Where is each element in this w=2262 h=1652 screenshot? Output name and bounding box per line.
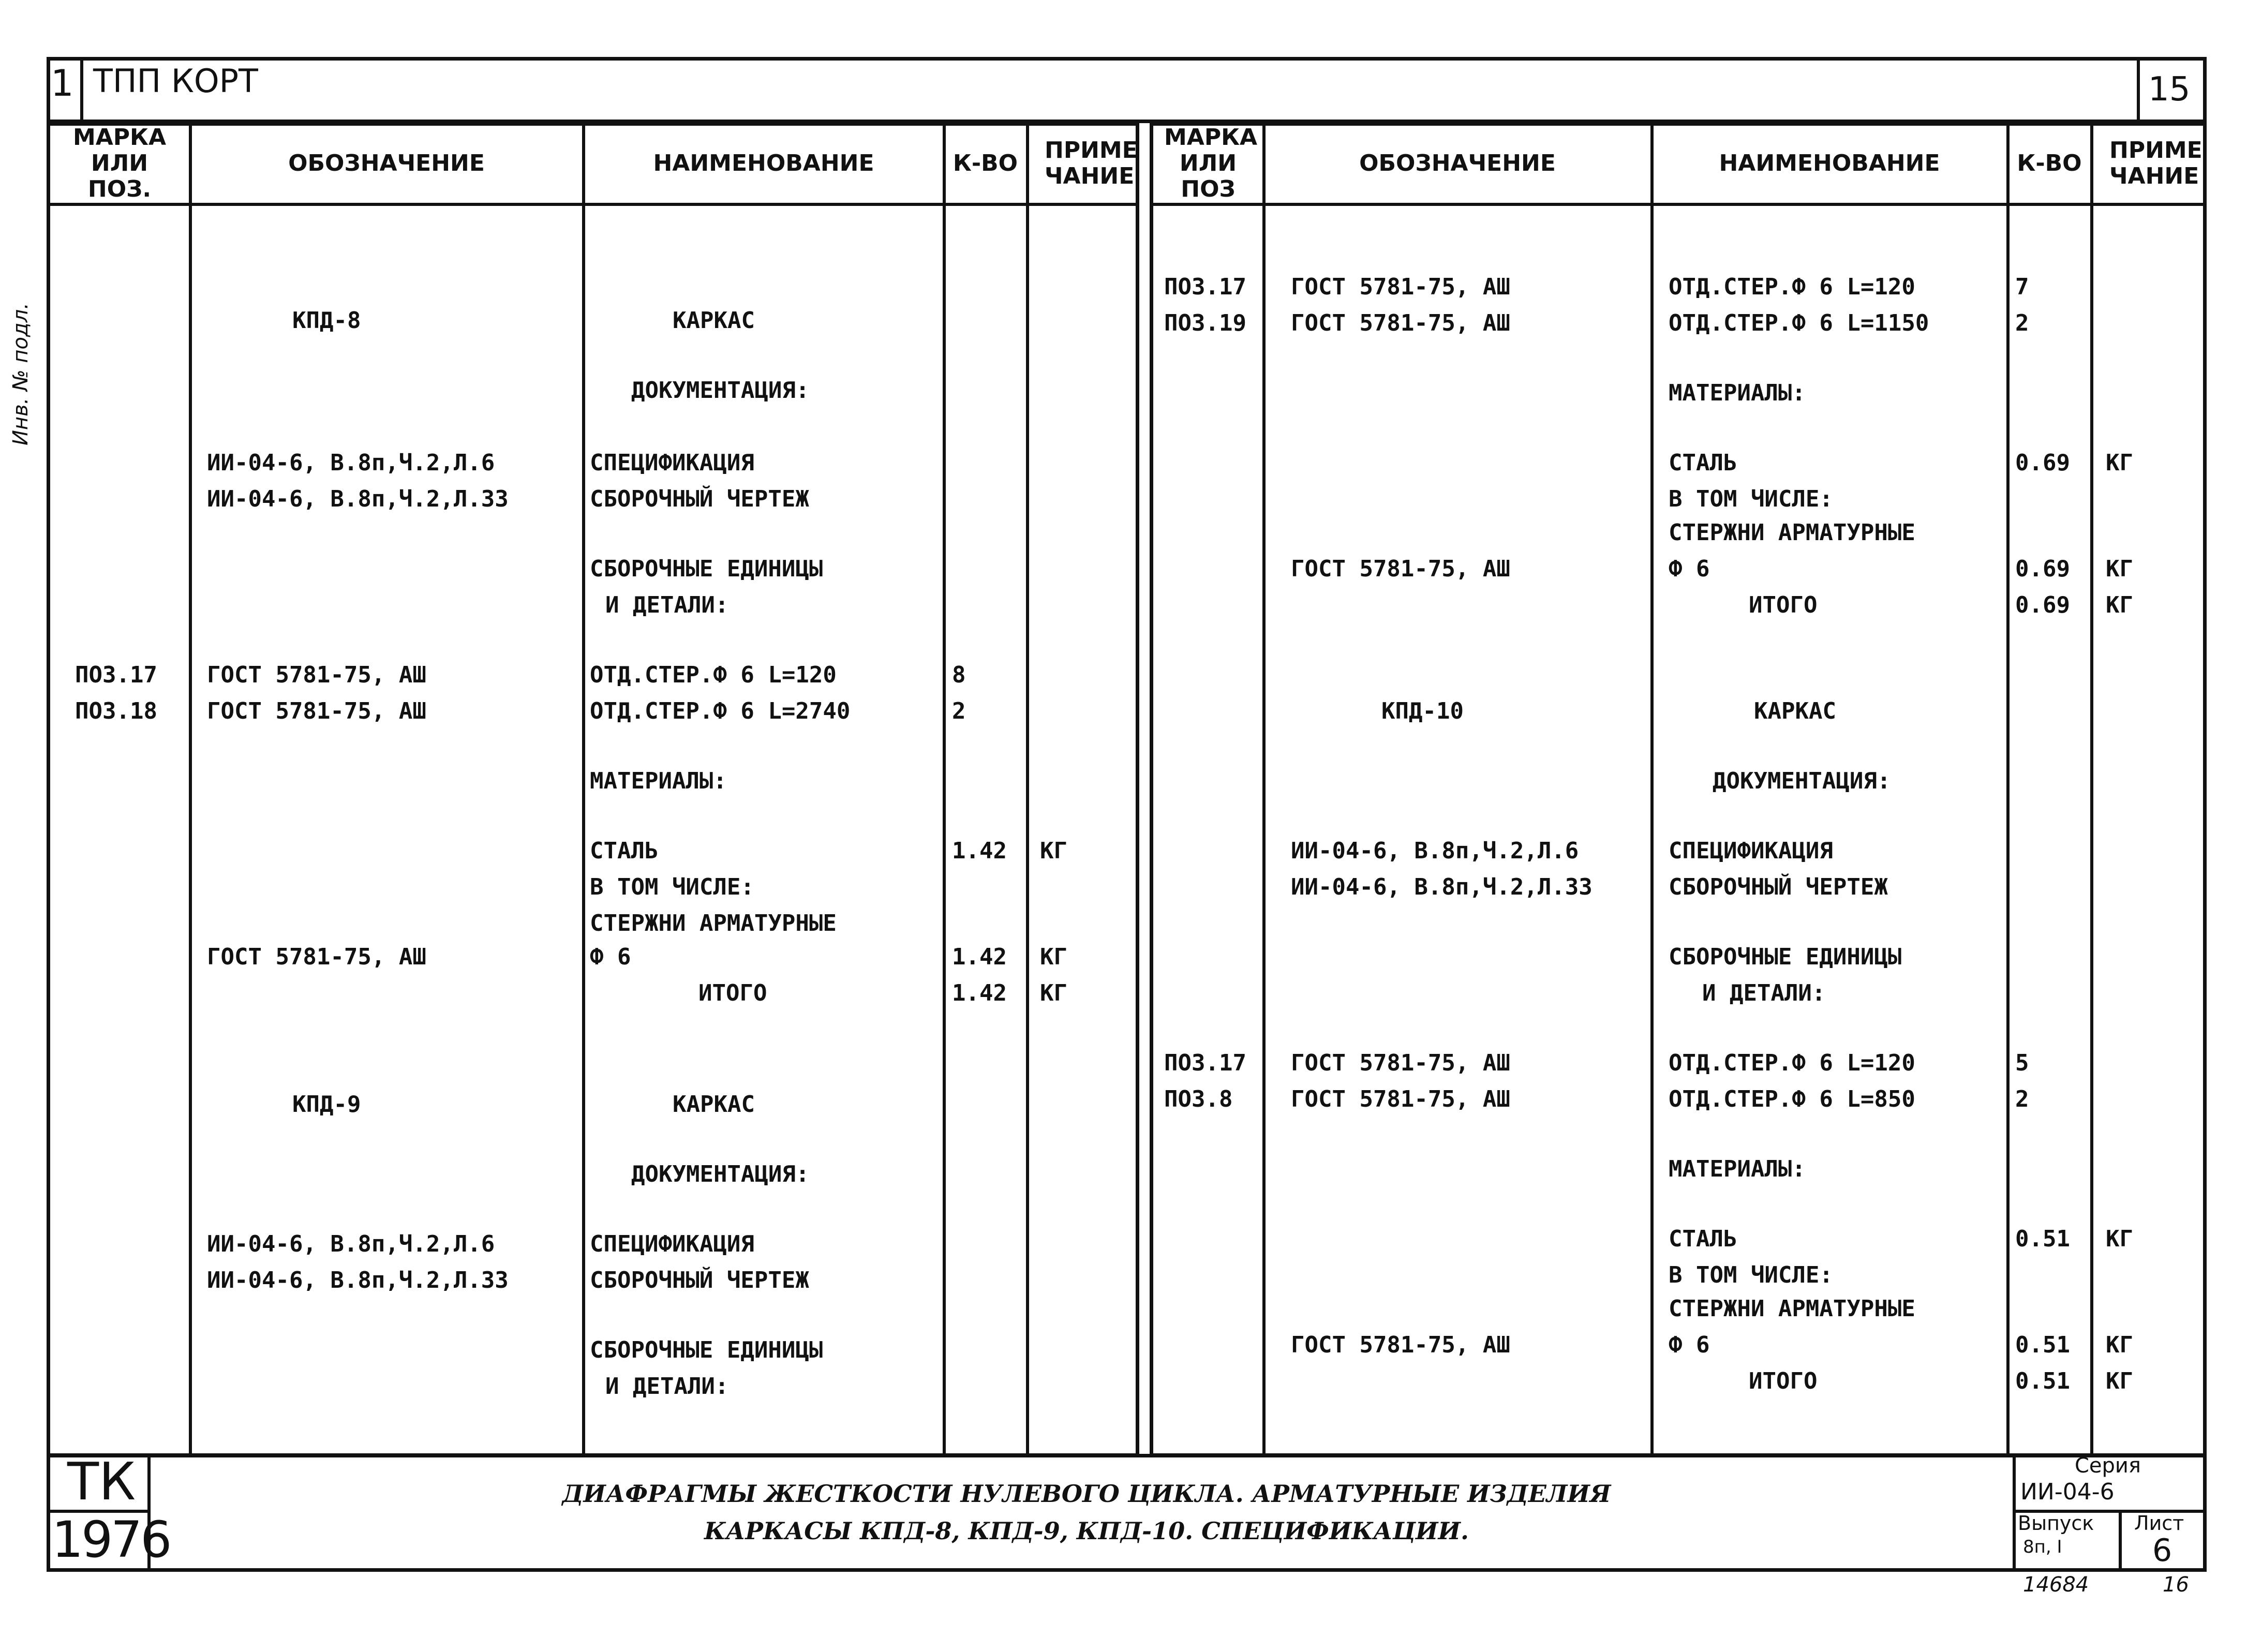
left-col-divider — [1026, 122, 1029, 1457]
cell-designation: ИИ-04-6, В.8п,Ч.2,Л.33 — [207, 1267, 509, 1293]
right-col-divider — [1650, 122, 1654, 1457]
cell-qty: 0.69 — [2015, 592, 2070, 618]
cell-qty: 0.51 — [2015, 1332, 2070, 1358]
left-col-divider — [582, 122, 585, 1457]
cell-qty: 2 — [2015, 1086, 2029, 1112]
left-header-designation-label: ОБОЗНАЧЕНИЕ — [288, 150, 485, 176]
cell-name: СТАЛЬ — [1669, 1226, 1737, 1252]
sheet-mark: 1 — [51, 62, 74, 105]
cell-note: КГ — [1040, 944, 1067, 970]
cell-mark: ПОЗ.17 — [1164, 1050, 1246, 1076]
document-title-line2: КАРКАСЫ КПД-8, КПД-9, КПД-10. СПЕЦИФИКАЦИИ. — [704, 1517, 1469, 1545]
margin-note: Инв. № подл. — [9, 303, 33, 445]
cell-name: ОТД.СТЕР.Ф 6 L=120 — [590, 662, 837, 688]
cell-name: СПЕЦИФИКАЦИЯ — [590, 450, 754, 476]
left-header-name — [585, 125, 942, 202]
left-col-divider — [943, 122, 946, 1457]
cell-qty: 1.42 — [952, 980, 1007, 1006]
cell-qty: 0.51 — [2015, 1368, 2070, 1394]
cell-name: СТЕРЖНИ АРМАТУРНЫЕ — [1669, 519, 1915, 546]
cell-name: ОТД.СТЕР.Ф 6 L=1150 — [1669, 310, 1929, 336]
cell-note: КГ — [2106, 1226, 2133, 1252]
cell-name: ОТД.СТЕР.Ф 6 L=850 — [1669, 1086, 1915, 1112]
cell-qty: 1.42 — [952, 838, 1007, 864]
cell-name: В ТОМ ЧИСЛЕ: — [1669, 486, 1833, 512]
cell-designation: ГОСТ 5781-75, АШ — [1291, 1086, 1510, 1112]
cell-qty: 8 — [952, 662, 966, 688]
left-header-mark-label: МАРКА ИЛИ ПОЗ. — [72, 124, 167, 202]
document-title-line1: ДИАФРАГМЫ ЖЕСТКОСТИ НУЛЕВОГО ЦИКЛА. АРМАТУРНЫЕ ИЗДЕЛИЯ — [562, 1480, 1611, 1508]
right-header-name — [1654, 125, 2005, 202]
sheet-label: Лист — [2134, 1512, 2184, 1535]
left-header-designation — [192, 125, 581, 202]
cell-qty: 2 — [952, 698, 966, 724]
left-header-note — [1029, 125, 1138, 202]
cell-designation: КПД-8 — [292, 307, 361, 334]
cell-name: СТЕРЖНИ АРМАТУРНЫЕ — [590, 910, 837, 936]
left-header-note-label: ПРИМЕ ЧАНИЕ — [1045, 137, 1138, 189]
cell-name: СТАЛЬ — [1669, 450, 1737, 476]
cell-name: СБОРОЧНЫЕ ЕДИНИЦЫ — [1669, 944, 1902, 970]
cell-name: МАТЕРИАЛЫ: — [590, 768, 727, 794]
cell-qty: 7 — [2015, 274, 2029, 300]
left-header-qty-label: К-ВО — [953, 150, 1018, 176]
cell-designation: КПД-10 — [1381, 698, 1464, 724]
sheet-value: 6 — [2152, 1532, 2172, 1569]
cell-mark: ПОЗ.19 — [1164, 310, 1246, 336]
left-header-qty — [946, 125, 1025, 202]
cell-name: ОТД.СТЕР.Ф 6 L=2740 — [590, 698, 851, 724]
cell-name: ОТД.СТЕР.Ф 6 L=120 — [1669, 274, 1915, 300]
left-col-divider — [189, 122, 192, 1457]
cell-name: Ф 6 — [1669, 1332, 1710, 1358]
cell-mark: ПОЗ.17 — [1164, 274, 1246, 300]
archive-sheet: 16 — [2163, 1573, 2189, 1597]
cell-name: СПЕЦИФИКАЦИЯ — [590, 1231, 754, 1257]
cell-name: СТАЛЬ — [590, 838, 659, 864]
series-label: Серия — [2075, 1454, 2141, 1478]
right-header-qty — [2010, 125, 2089, 202]
cell-mark: ПОЗ.8 — [1164, 1086, 1233, 1112]
right-header-rule — [1150, 203, 2207, 206]
cell-designation: ИИ-04-6, В.8п,Ч.2,Л.6 — [207, 1231, 495, 1257]
cell-qty: 0.69 — [2015, 450, 2070, 476]
cell-name: И ДЕТАЛИ: — [605, 1373, 729, 1400]
publish-year: 1976 — [52, 1511, 170, 1569]
cell-designation: ИИ-04-6, В.8п,Ч.2,Л.33 — [207, 486, 509, 512]
cell-name: СБОРОЧНЫЙ ЧЕРТЕЖ — [1669, 874, 1888, 900]
cell-designation: ГОСТ 5781-75, АШ — [1291, 1332, 1510, 1358]
cell-designation: ГОСТ 5781-75, АШ — [207, 662, 426, 688]
cell-name: КАРКАС — [1754, 698, 1836, 724]
cell-designation: ГОСТ 5781-75, АШ — [207, 698, 426, 724]
right-header-note — [2093, 125, 2203, 202]
cell-name: ОТД.СТЕР.Ф 6 L=120 — [1669, 1050, 1915, 1076]
cell-name: Ф 6 — [1669, 556, 1710, 582]
right-col-divider — [1262, 122, 1266, 1457]
left-header-rule — [47, 203, 1139, 206]
cell-name: КАРКАС — [673, 1091, 755, 1118]
cell-note: КГ — [1040, 980, 1067, 1006]
footer-frame — [47, 1454, 2207, 1572]
cell-qty: 5 — [2015, 1050, 2029, 1076]
cell-name: СБОРОЧНЫЕ ЕДИНИЦЫ — [590, 556, 823, 582]
issue-value: 8п, I — [2023, 1537, 2062, 1557]
cell-designation: ГОСТ 5781-75, АШ — [1291, 556, 1510, 582]
cell-name: СТЕРЖНИ АРМАТУРНЫЕ — [1669, 1296, 1915, 1322]
cell-designation: ИИ-04-6, В.8п,Ч.2,Л.6 — [1291, 838, 1579, 864]
top-title-frame — [47, 57, 2207, 123]
header-divider — [80, 57, 83, 123]
series-value: ИИ-04-6 — [2020, 1479, 2115, 1505]
cell-designation: ГОСТ 5781-75, АШ — [1291, 310, 1510, 336]
cell-note: КГ — [2106, 1332, 2133, 1358]
cell-name: СБОРОЧНЫЙ ЧЕРТЕЖ — [590, 486, 809, 512]
cell-qty: 1.42 — [952, 944, 1007, 970]
cell-qty: 0.69 — [2015, 556, 2070, 582]
left-header-mark — [52, 125, 187, 202]
cell-name: ИТОГО — [1749, 1368, 1818, 1394]
page-title: ТПП КОРТ — [93, 62, 258, 100]
cell-name: ДОКУМЕНТАЦИЯ: — [631, 1161, 810, 1187]
footer-sheet-divider — [2119, 1510, 2122, 1572]
cell-designation: ГОСТ 5781-75, АШ — [1291, 274, 1510, 300]
cell-mark: ПОЗ.18 — [75, 698, 157, 724]
right-header-designation — [1266, 125, 1649, 202]
cell-name: ИТОГО — [1749, 592, 1818, 618]
right-header-mark — [1155, 125, 1261, 202]
cell-name: И ДЕТАЛИ: — [1702, 980, 1826, 1006]
cell-designation: ГОСТ 5781-75, АШ — [207, 944, 426, 970]
cell-note: КГ — [2106, 1368, 2133, 1394]
right-header-mark-label: МАРКА ИЛИ ПОЗ — [1164, 124, 1258, 202]
cell-name: КАРКАС — [673, 307, 755, 334]
cell-name: ИТОГО — [698, 980, 767, 1006]
cell-designation: ИИ-04-6, В.8п,Ч.2,Л.6 — [207, 450, 495, 476]
right-header-note-label: ПРИМЕ ЧАНИЕ — [2109, 137, 2203, 189]
cell-name: СПЕЦИФИКАЦИЯ — [1669, 838, 1833, 864]
cell-name: ДОКУМЕНТАЦИЯ: — [1713, 768, 1891, 794]
cell-name: МАТЕРИАЛЫ: — [1669, 380, 1806, 406]
right-header-designation-label: ОБОЗНАЧЕНИЕ — [1359, 150, 1556, 176]
cell-name: СБОРОЧНЫЙ ЧЕРТЕЖ — [590, 1267, 809, 1293]
issue-label: Выпуск — [2018, 1512, 2094, 1535]
cell-designation: ГОСТ 5781-75, АШ — [1291, 1050, 1510, 1076]
cell-name: Ф 6 — [590, 944, 631, 970]
archive-number: 14684 — [2023, 1573, 2089, 1597]
cell-designation: ИИ-04-6, В.8п,Ч.2,Л.33 — [1291, 874, 1593, 900]
cell-name: В ТОМ ЧИСЛЕ: — [590, 874, 754, 900]
right-header-name-label: НАИМЕНОВАНИЕ — [1719, 150, 1940, 176]
right-header-qty-label: К-ВО — [2017, 150, 2082, 176]
page-number: 15 — [2148, 70, 2191, 109]
cell-note: КГ — [2106, 592, 2133, 618]
right-col-divider — [2006, 122, 2010, 1457]
cell-qty: 2 — [2015, 310, 2029, 336]
cell-name: И ДЕТАЛИ: — [605, 592, 729, 618]
page-number-divider — [2137, 57, 2140, 123]
cell-note: КГ — [1040, 838, 1067, 864]
cell-designation: КПД-9 — [292, 1091, 361, 1118]
cell-note: КГ — [2106, 450, 2133, 476]
right-col-divider — [2090, 122, 2093, 1457]
publisher-mark: ТК — [67, 1451, 136, 1512]
cell-mark: ПОЗ.17 — [75, 662, 157, 688]
cell-name: СБОРОЧНЫЕ ЕДИНИЦЫ — [590, 1337, 823, 1363]
cell-name: МАТЕРИАЛЫ: — [1669, 1156, 1806, 1182]
cell-name: В ТОМ ЧИСЛЕ: — [1669, 1262, 1833, 1288]
footer-right-divider — [2013, 1454, 2016, 1572]
cell-qty: 0.51 — [2015, 1226, 2070, 1252]
left-header-name-label: НАИМЕНОВАНИЕ — [653, 150, 874, 176]
cell-name: ДОКУМЕНТАЦИЯ: — [631, 377, 810, 404]
cell-note: КГ — [2106, 556, 2133, 582]
